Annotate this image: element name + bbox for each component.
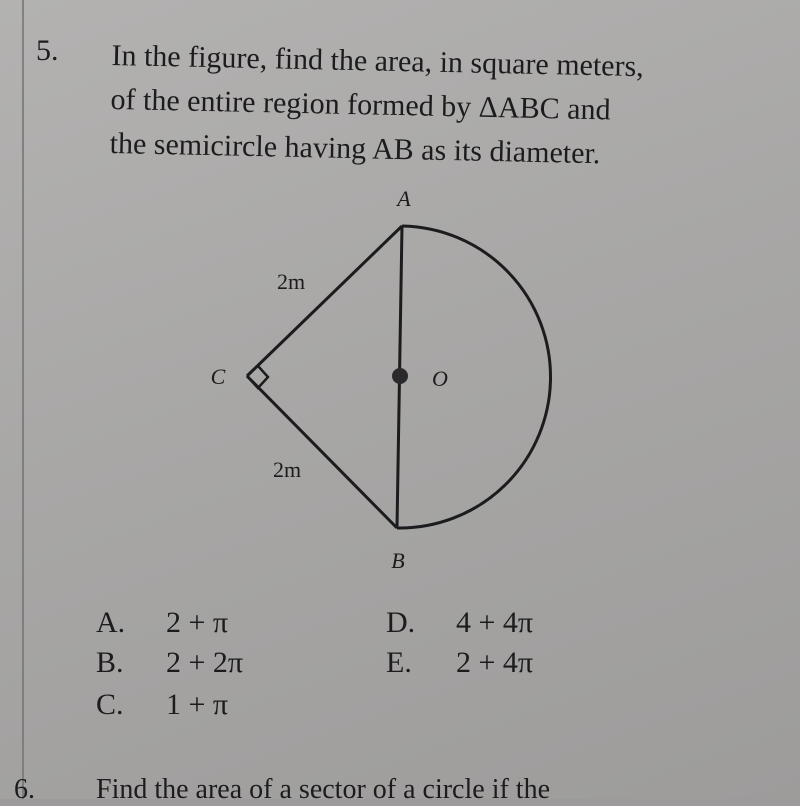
- center-point-o: [392, 368, 408, 384]
- question-text: [109, 34, 752, 179]
- choice-b-letter: B.: [96, 646, 124, 679]
- question-line-2: of the entire region formed by ΔABC and: [110, 82, 611, 127]
- question-line-1: In the figure, find the area, in square meters,: [111, 38, 645, 84]
- choice-a-letter: A.: [96, 606, 126, 639]
- choice-b-text: 2 + 2π: [166, 646, 244, 679]
- choice-d-text: 4 + 4π: [456, 606, 534, 639]
- semicircle-arc: [397, 226, 551, 528]
- label-b: B: [391, 548, 405, 573]
- choice-e-text: 2 + 4π: [456, 646, 534, 679]
- label-a: A: [397, 186, 411, 211]
- choice-e-letter: E.: [386, 646, 412, 679]
- choice-b[interactable]: [96, 646, 243, 680]
- choice-c[interactable]: [96, 688, 228, 722]
- choice-c-letter: C.: [96, 688, 124, 721]
- next-question-text: Find the area of a sector of a circle if the: [96, 774, 551, 805]
- choice-a-text: 2 + π: [166, 606, 229, 639]
- segment-ac: [247, 226, 402, 376]
- choice-a[interactable]: [96, 606, 228, 640]
- choice-c-text: 1 + π: [166, 688, 229, 721]
- next-question-number: 6.: [14, 774, 35, 805]
- label-side-ac: 2m: [276, 269, 306, 294]
- segment-cb: [247, 376, 397, 528]
- geometry-figure: [190, 180, 610, 580]
- label-c: C: [210, 364, 226, 389]
- choice-d-letter: D.: [386, 606, 416, 639]
- question-line-3: the semicircle having AB as its diameter.: [109, 126, 601, 171]
- question-number: 5.: [36, 34, 59, 67]
- choice-d[interactable]: [386, 606, 533, 640]
- label-side-bc: 2m: [272, 457, 302, 482]
- label-o: O: [432, 366, 448, 391]
- page-margin-line: [22, 0, 24, 799]
- choice-e[interactable]: [386, 646, 533, 680]
- next-question-partial: [14, 774, 550, 806]
